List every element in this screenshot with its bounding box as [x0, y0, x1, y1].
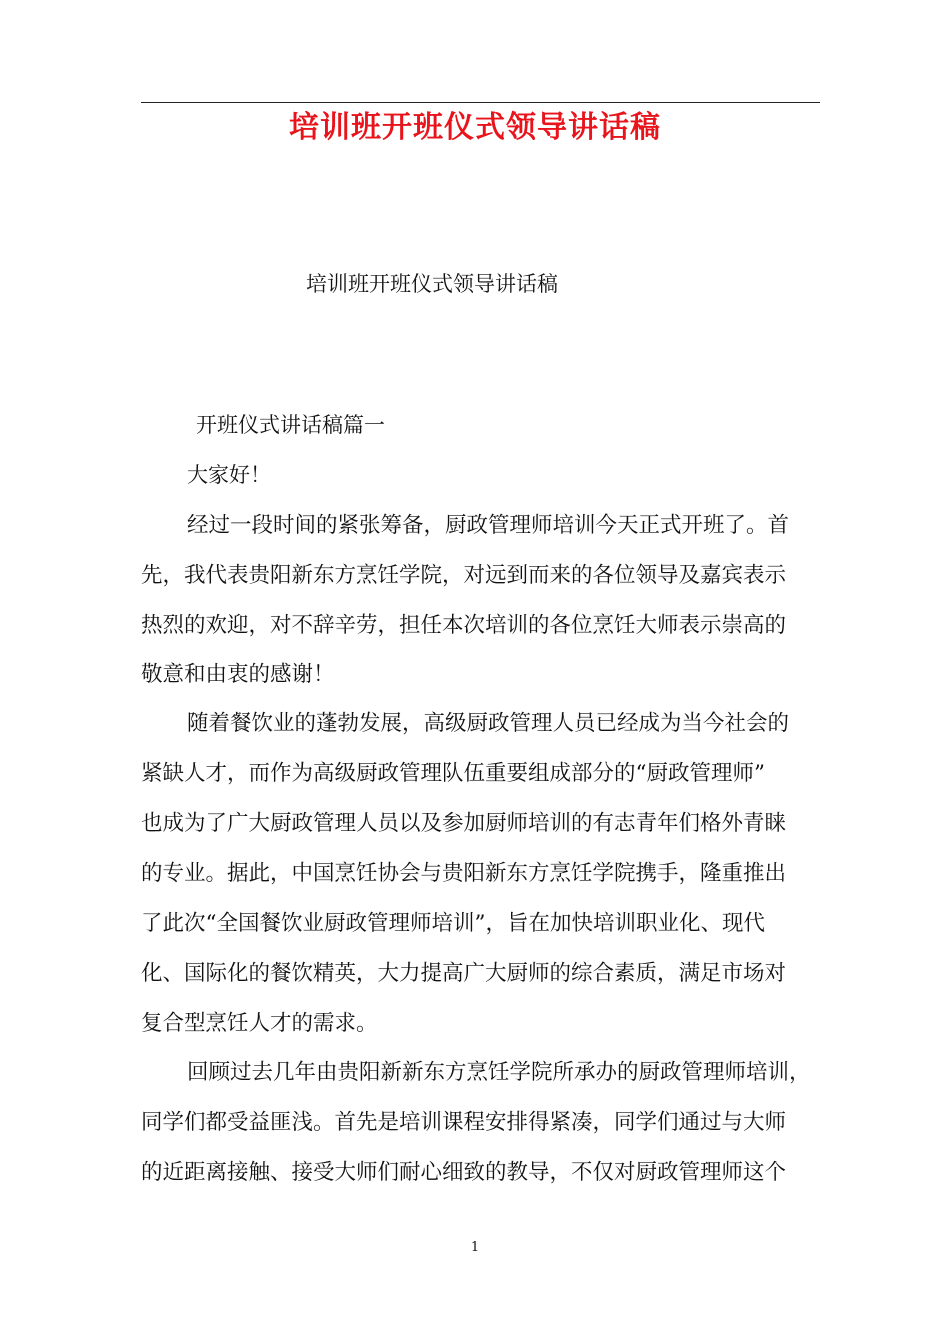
paragraph-line: 复合型烹饪人才的需求。 [141, 1011, 378, 1036]
paragraph-line: 回顾过去几年由贵阳新新东方烹饪学院所承办的厨政管理师培训， [187, 1060, 811, 1085]
paragraph-line: 热烈的欢迎，对不辞辛劳，担任本次培训的各位烹饪大师表示崇高的 [141, 613, 787, 638]
paragraph-line: 的近距离接触、接受大师们耐心细致的教导，不仅对厨政管理师这个 [141, 1160, 787, 1185]
paragraph-line: 随着餐饮业的蓬勃发展，高级厨政管理人员已经成为当今社会的 [187, 711, 790, 736]
paragraph-line: 也成为了广大厨政管理人员以及参加厨师培训的有志青年们格外青睐 [141, 811, 787, 836]
paragraph-line: 紧缺人才，而作为高级厨政管理队伍重要组成部分的“厨政管理师” [141, 761, 765, 786]
paragraph-line: 了此次“全国餐饮业厨政管理师培训”，旨在加快培训职业化、现代 [141, 911, 765, 936]
paragraph-line: 化、国际化的餐饮精英，大力提高广大厨师的综合素质，满足市场对 [141, 961, 787, 986]
header-title: 培训班开班仪式领导讲话稿 [289, 110, 661, 145]
greeting: 大家好！ [187, 463, 271, 487]
paragraph-line: 同学们都受益匪浅。首先是培训课程安排得紧凑，同学们通过与大师 [141, 1110, 787, 1135]
paragraph-line: 经过一段时间的紧张筹备，厨政管理师培训今天正式开班了。首 [187, 513, 790, 538]
section-heading: 开班仪式讲话稿篇一 [196, 413, 385, 437]
header-rule [141, 102, 820, 103]
paragraph-line: 敬意和由衷的感谢！ [141, 662, 335, 687]
paragraph-line: 先，我代表贵阳新东方烹饪学院，对远到而来的各位领导及嘉宾表示 [141, 563, 787, 588]
paragraph-line: 的专业。据此，中国烹饪协会与贵阳新东方烹饪学院携手，隆重推出 [141, 861, 787, 886]
document-title: 培训班开班仪式领导讲话稿 [306, 272, 558, 296]
page-number: 1 [470, 1240, 480, 1255]
